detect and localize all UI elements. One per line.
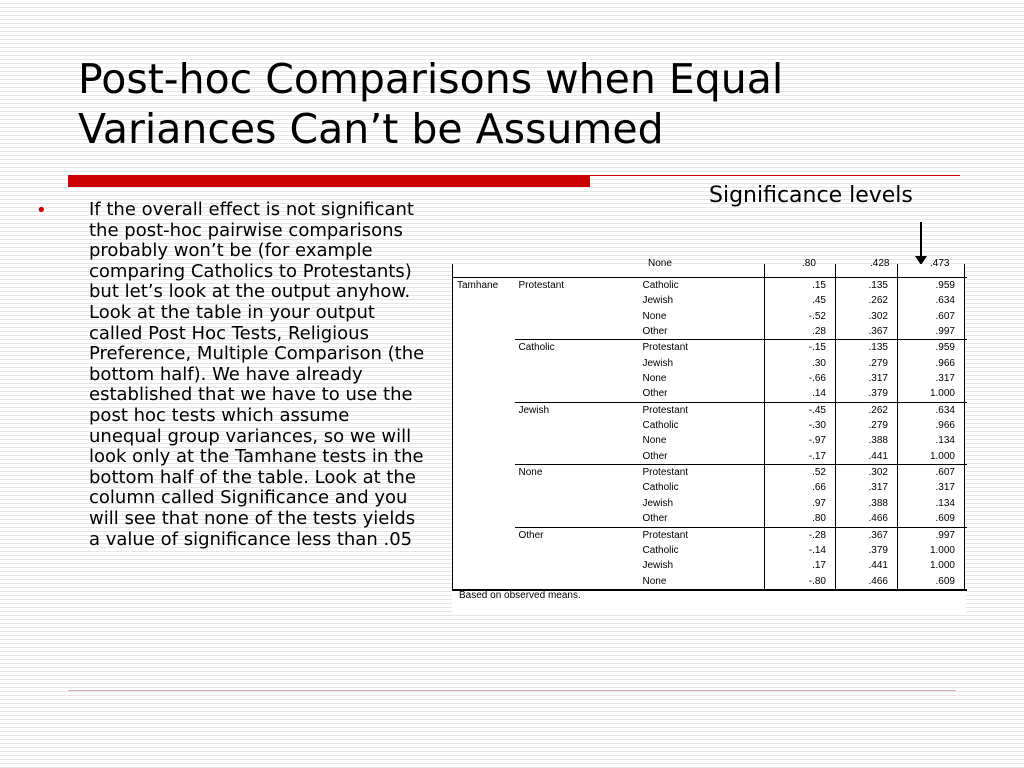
sig-cell: .607 xyxy=(898,465,965,481)
method-cell xyxy=(453,543,515,558)
method-cell xyxy=(453,371,515,386)
method-cell xyxy=(453,433,515,448)
sig-cell: .609 xyxy=(898,574,965,590)
method-cell xyxy=(453,386,515,402)
group-cell xyxy=(515,356,639,371)
table-row xyxy=(453,402,967,418)
table-row xyxy=(453,465,967,481)
mean-difference-cell: -.80 xyxy=(765,574,836,590)
group-cell xyxy=(515,543,639,558)
std-error-cell: .279 xyxy=(836,356,898,371)
compare-cell: Jewish xyxy=(642,497,674,509)
mean-difference-cell: .80 xyxy=(765,511,836,527)
table-edge xyxy=(965,574,967,590)
compare-cell: Catholic xyxy=(639,278,765,294)
mean-difference-cell: -.52 xyxy=(765,309,836,324)
title-underline-bar xyxy=(68,175,590,187)
table-edge xyxy=(965,340,967,356)
group-cell: Protestant xyxy=(515,278,639,294)
std-error-cell: .466 xyxy=(836,574,898,590)
compare-cell: Other xyxy=(642,450,668,462)
table-partial-row xyxy=(452,258,966,277)
sig-cell: .959 xyxy=(898,340,965,356)
table-row xyxy=(453,558,967,573)
group-cell xyxy=(515,386,639,402)
method-cell: Tamhane xyxy=(453,278,515,294)
table-row xyxy=(453,543,967,558)
std-error-cell: .367 xyxy=(836,324,898,340)
mean-difference-cell: .66 xyxy=(765,480,836,495)
sig-cell: .634 xyxy=(898,402,965,418)
group-cell xyxy=(515,558,639,573)
sig-cell: .607 xyxy=(898,309,965,324)
std-error-cell: .302 xyxy=(836,465,898,481)
significance-annotation: Significance levels xyxy=(709,183,913,208)
table-edge xyxy=(965,324,967,340)
std-error-cell: .466 xyxy=(836,511,898,527)
compare-cell: None xyxy=(642,373,667,385)
sig-cell: .959 xyxy=(898,278,965,294)
std-error-cell: .379 xyxy=(836,386,898,402)
sig-cell: .966 xyxy=(898,418,965,433)
method-cell xyxy=(453,449,515,465)
sig-cell: .609 xyxy=(898,511,965,527)
method-cell xyxy=(453,527,515,543)
mean-difference-cell: -.28 xyxy=(765,527,836,543)
multiple-comparisons-table xyxy=(452,258,966,612)
std-error-cell: .441 xyxy=(836,449,898,465)
table-row xyxy=(453,449,967,465)
compare-cell: Jewish xyxy=(642,357,674,369)
group-cell: Other xyxy=(515,527,639,543)
bullet-text: If the overall effect is not significant the post-hoc pairwise comparisons probably won’t be (for example comparing Catholics to Protestants) but let’s look at the output anyhow. Look at the table in your output called Post Hoc Tests, Religious Preference, Multiple Comparison (the bottom half). We have already established that we have to use the post hoc tests which assume unequal group variances, so we will look only at the Tamhane tests in the bottom half of the table. Look at the column called Significance and you will see that none of the tests yields a value of significance less than .05 xyxy=(89,199,425,550)
mean-difference-cell: -.66 xyxy=(765,371,836,386)
std-error-cell: .279 xyxy=(836,418,898,433)
compare-cell: None xyxy=(642,310,667,322)
method-cell xyxy=(453,293,515,308)
method-cell xyxy=(453,402,515,418)
mean-difference-cell: -.14 xyxy=(765,543,836,558)
title-underline-line xyxy=(590,175,960,176)
compare-cell: Jewish xyxy=(642,560,674,572)
compare-cell: None xyxy=(639,574,765,590)
sig-cell: 1.000 xyxy=(898,386,965,402)
table-row xyxy=(453,527,967,543)
mean-difference-cell: -.97 xyxy=(765,433,836,448)
std-error-cell: .135 xyxy=(836,278,898,294)
table-cell: .428 xyxy=(870,258,890,269)
table-cell: .80 xyxy=(802,258,816,269)
std-error-cell: .302 xyxy=(836,309,898,324)
sig-cell: 1.000 xyxy=(898,543,965,558)
group-cell: None xyxy=(515,465,639,481)
mean-difference-cell: -.15 xyxy=(765,340,836,356)
table-row xyxy=(453,496,967,511)
group-cell xyxy=(515,449,639,465)
table-row xyxy=(453,574,967,590)
table-edge xyxy=(965,278,967,294)
table-row xyxy=(453,480,967,495)
table-edge xyxy=(965,418,967,433)
table-edge xyxy=(965,543,967,558)
std-error-cell: .317 xyxy=(836,371,898,386)
table-row xyxy=(453,386,967,402)
table-row xyxy=(453,340,967,356)
table-row xyxy=(453,278,967,294)
mean-difference-cell: .52 xyxy=(765,465,836,481)
table-cell: None xyxy=(648,258,672,269)
std-error-cell: .441 xyxy=(836,558,898,573)
slide-title: Post-hoc Comparisons when Equal Variances Can’t be Assumed xyxy=(78,55,784,153)
table-row xyxy=(453,371,967,386)
table-edge xyxy=(965,558,967,573)
mean-difference-cell: .15 xyxy=(765,278,836,294)
table-edge xyxy=(965,386,967,402)
group-cell xyxy=(515,371,639,386)
group-cell: Jewish xyxy=(515,402,639,418)
group-cell xyxy=(515,324,639,340)
std-error-cell: .262 xyxy=(836,293,898,308)
mean-difference-cell: .28 xyxy=(765,324,836,340)
table-edge xyxy=(965,511,967,527)
compare-cell: Protestant xyxy=(639,402,765,418)
table-edge xyxy=(965,527,967,543)
compare-cell: Other xyxy=(642,388,668,400)
sig-cell: .317 xyxy=(898,480,965,495)
method-cell xyxy=(453,480,515,495)
mean-difference-cell: .17 xyxy=(765,558,836,573)
table-row xyxy=(453,293,967,308)
group-cell xyxy=(515,309,639,324)
table-edge xyxy=(965,480,967,495)
table-row xyxy=(453,433,967,448)
sig-cell: .997 xyxy=(898,527,965,543)
std-error-cell: .379 xyxy=(836,543,898,558)
compare-cell: Protestant xyxy=(639,465,765,481)
down-arrow-icon xyxy=(920,222,922,258)
group-cell xyxy=(515,433,639,448)
method-cell xyxy=(453,574,515,590)
mean-difference-cell: -.30 xyxy=(765,418,836,433)
group-cell xyxy=(515,418,639,433)
std-error-cell: .367 xyxy=(836,527,898,543)
group-cell xyxy=(515,480,639,495)
table-row xyxy=(453,356,967,371)
group-cell xyxy=(515,574,639,590)
method-cell xyxy=(453,511,515,527)
std-error-cell: .388 xyxy=(836,433,898,448)
sig-cell: 1.000 xyxy=(898,449,965,465)
mean-difference-cell: .30 xyxy=(765,356,836,371)
table-edge xyxy=(965,371,967,386)
table-row xyxy=(453,511,967,527)
sig-cell: .317 xyxy=(898,371,965,386)
method-cell xyxy=(453,496,515,511)
group-cell xyxy=(515,496,639,511)
compare-cell: Jewish xyxy=(642,295,674,307)
table-row xyxy=(453,418,967,433)
std-error-cell: .317 xyxy=(836,480,898,495)
method-cell xyxy=(453,418,515,433)
table-edge xyxy=(965,356,967,371)
table-cell: .473 xyxy=(930,258,950,269)
sig-cell: .634 xyxy=(898,293,965,308)
method-cell xyxy=(453,465,515,481)
sig-cell: .134 xyxy=(898,433,965,448)
mean-difference-cell: -.45 xyxy=(765,402,836,418)
table-edge xyxy=(965,293,967,308)
mean-difference-cell: .14 xyxy=(765,386,836,402)
std-error-cell: .135 xyxy=(836,340,898,356)
table-row xyxy=(453,309,967,324)
compare-cell: Other xyxy=(642,513,668,525)
mean-difference-cell: .45 xyxy=(765,293,836,308)
method-cell xyxy=(453,356,515,371)
mean-difference-cell: .97 xyxy=(765,496,836,511)
table-footnote: Based on observed means. xyxy=(459,590,581,601)
method-cell xyxy=(453,558,515,573)
compare-cell: Protestant xyxy=(639,527,765,543)
sig-cell: .966 xyxy=(898,356,965,371)
sig-cell: 1.000 xyxy=(898,558,965,573)
bullet-icon: • xyxy=(36,200,47,221)
table-edge xyxy=(965,309,967,324)
std-error-cell: .262 xyxy=(836,402,898,418)
table-row xyxy=(453,324,967,340)
table-edge xyxy=(965,433,967,448)
std-error-cell: .388 xyxy=(836,496,898,511)
table-edge xyxy=(965,402,967,418)
table-edge xyxy=(965,465,967,481)
table-edge xyxy=(965,449,967,465)
method-cell xyxy=(453,340,515,356)
compare-cell: None xyxy=(642,435,667,447)
compare-cell: Catholic xyxy=(642,482,679,494)
group-cell: Catholic xyxy=(515,340,639,356)
group-cell xyxy=(515,511,639,527)
sig-cell: .997 xyxy=(898,324,965,340)
method-cell xyxy=(453,309,515,324)
group-cell xyxy=(515,293,639,308)
footer-rule xyxy=(68,690,956,691)
results-table xyxy=(452,277,967,591)
compare-cell: Catholic xyxy=(642,420,679,432)
mean-difference-cell: -.17 xyxy=(765,449,836,465)
sig-cell: .134 xyxy=(898,496,965,511)
compare-cell: Other xyxy=(642,326,668,338)
compare-cell: Catholic xyxy=(642,544,679,556)
compare-cell: Protestant xyxy=(639,340,765,356)
table-edge xyxy=(965,496,967,511)
method-cell xyxy=(453,324,515,340)
